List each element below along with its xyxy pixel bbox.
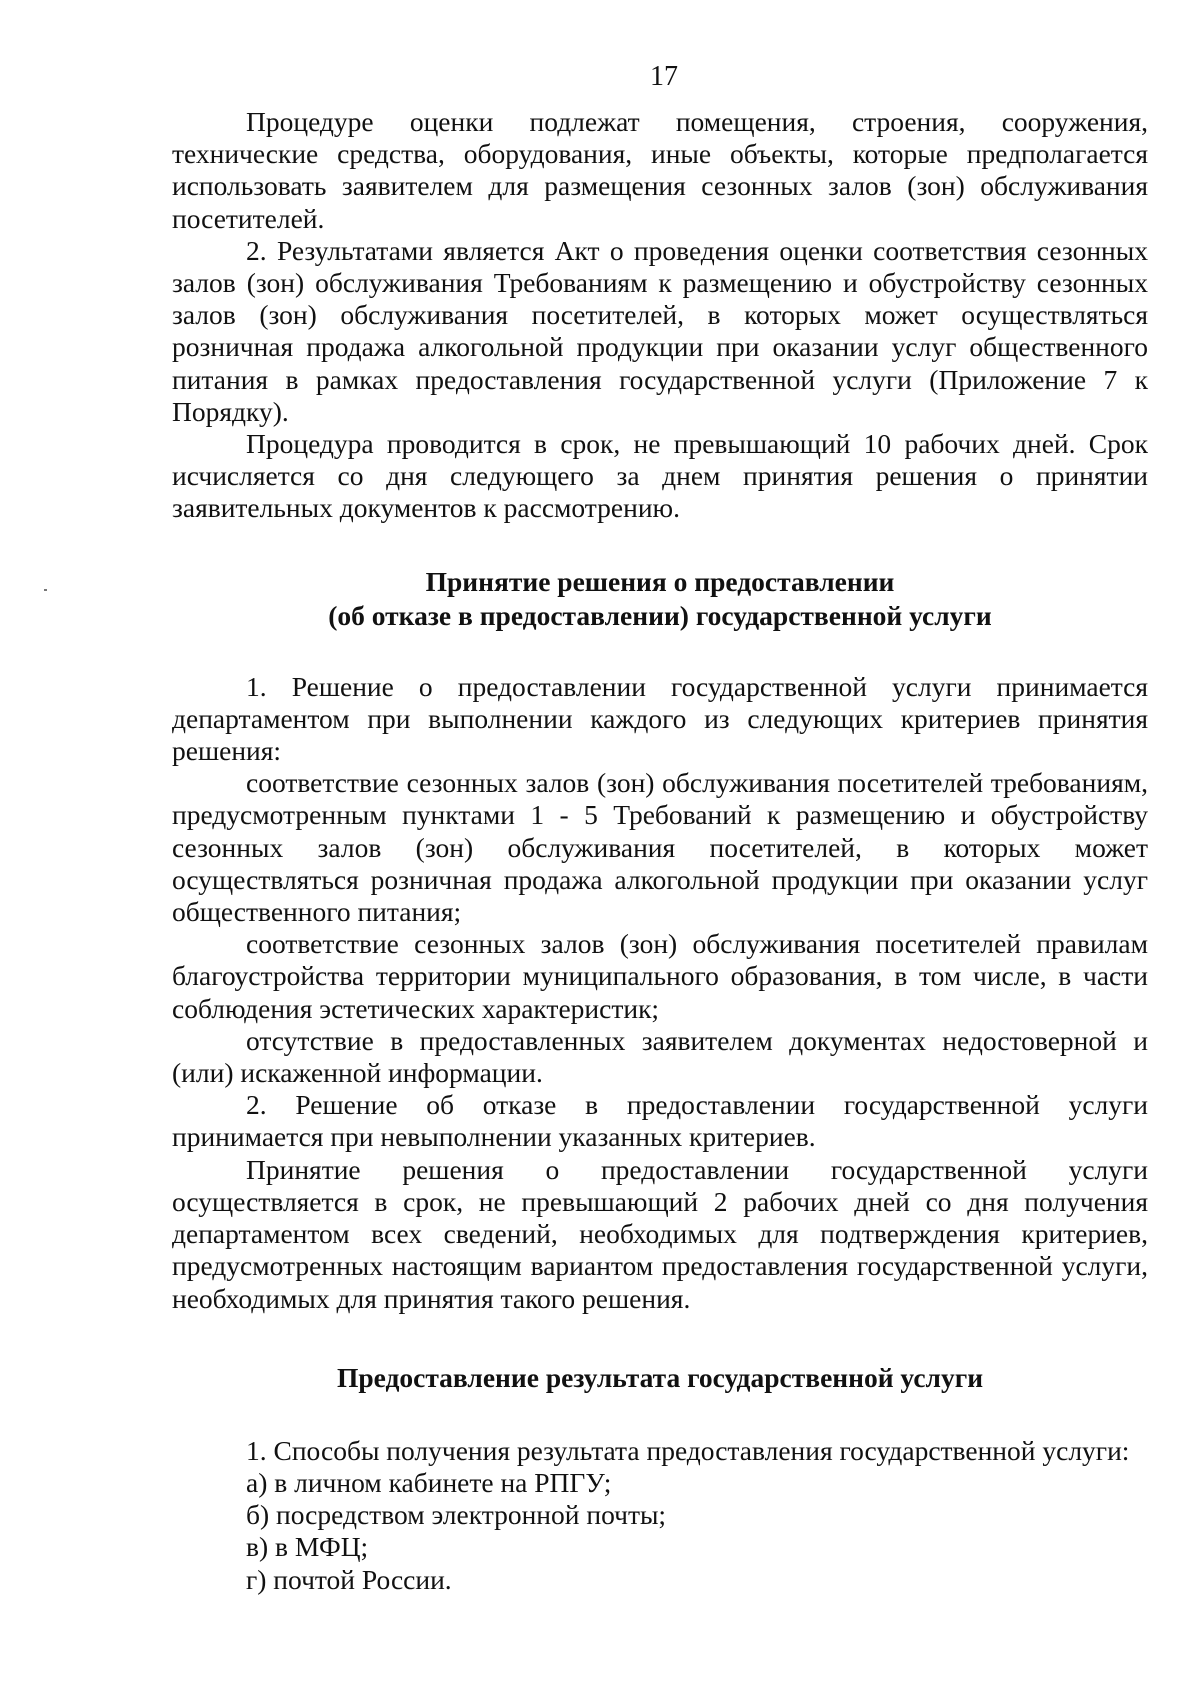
paragraph-criterion-landscaping: соответствие сезонных залов (зон) обслуживания посетителей правилам благоустройства территории муниципального образования, в том числе, в части соблюдения эстетических характеристик;: [172, 928, 1148, 1024]
paragraph-result-methods: 1. Способы получения результата предоставления государственной услуги:: [246, 1434, 1130, 1466]
scan-speck: [44, 589, 47, 591]
paragraph-decision-term: Принятие решения о предоставлении государственной услуги осуществляется в срок, не превышающий 2 рабочих дней со дня получения департаментом всех сведений, необходимых для подтверждения критериев, предусмотренных настоящим вариантом предоставления государственной услуги, необходимых для принятия такого решения.: [172, 1153, 1148, 1314]
document-page: [172, 60, 1148, 1596]
paragraph-refusal-decision: 2. Решение об отказе в предоставлении государственной услуги принимается при невыполнении указанных критериев.: [172, 1089, 1148, 1153]
page-number: 17: [650, 61, 678, 92]
paragraph-criterion-requirements: соответствие сезонных залов (зон) обслуживания посетителей требованиям, предусмотренным пунктами 1 - 5 Требований к размещению и обустройству сезонных залов (зон) обслуживания посетителей, в которых может осуществляться розничная продажа алкогольной продукции при оказании услуг общественного питания;: [172, 767, 1148, 928]
list-item-post: г) почтой России.: [246, 1563, 452, 1595]
section-heading-decision-line2: (об отказе в предоставлении) государственной услуги: [328, 599, 992, 631]
list-item-mfc: в) в МФЦ;: [246, 1531, 369, 1563]
section-heading-result: Предоставление результата государственной услуги: [336, 1361, 984, 1393]
paragraph-assessment-result: 2. Результатами является Акт о проведения оценки соответствия сезонных залов (зон) обслуживания Требованиям к размещению и обустройству сезонных залов (зон) обслуживания посетителей, в которых может осуществляться розничная продажа алкогольной продукции при оказании услуг общественного питания в рамках предоставления государственной услуги (Приложение 7 к Порядку).: [172, 234, 1148, 427]
paragraph-assessment-objects: Процедуре оценки подлежат помещения, строения, сооружения, технические средства, оборудования, иные объекты, которые предполагается использовать заявителем для размещения сезонных залов (зон) обслуживания посетителей.: [172, 106, 1148, 234]
paragraph-criterion-reliable-info: отсутствие в предоставленных заявителем документах недостоверной и (или) искаженной информации.: [172, 1024, 1148, 1089]
list-item-rpgu: а) в личном кабинете на РПГУ;: [246, 1466, 612, 1498]
section-heading-decision-line1: Принятие решения о предоставлении: [425, 565, 895, 597]
paragraph-decision-criteria: 1. Решение о предоставлении государственной услуги принимается департаментом при выполнении каждого из следующих критериев принятия решения:: [172, 670, 1148, 767]
list-item-email: б) посредством электронной почты;: [246, 1499, 667, 1531]
paragraph-procedure-term: Процедура проводится в срок, не превышающий 10 рабочих дней. Срок исчисляется со дня следующего за днем принятия решения о принятии заявительных документов к рассмотрению.: [172, 428, 1148, 524]
